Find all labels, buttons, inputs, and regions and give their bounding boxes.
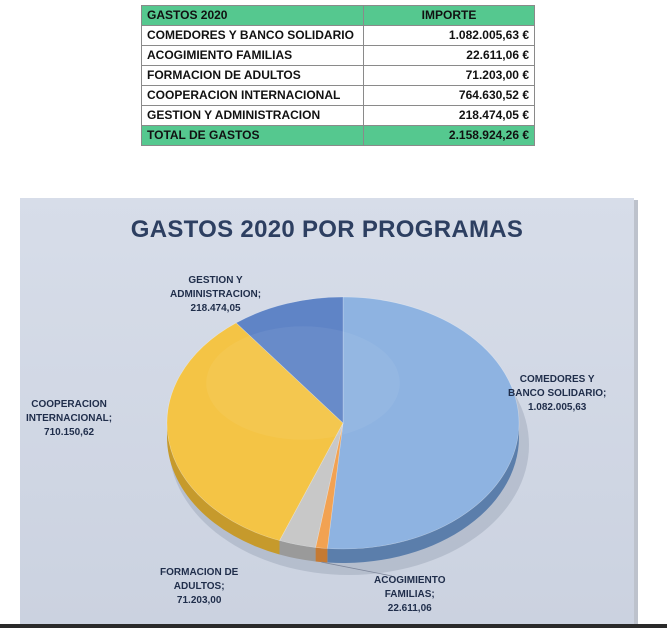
- row-concept: COOPERACION INTERNACIONAL: [142, 86, 364, 106]
- header-amount: IMPORTE: [364, 6, 535, 26]
- slice-label-3: [26, 398, 112, 440]
- row-amount: 22.611,06 €: [364, 46, 535, 66]
- table-total-row: [142, 126, 535, 146]
- row-concept: ACOGIMIENTO FAMILIAS: [142, 46, 364, 66]
- table-row: [142, 26, 535, 46]
- row-amount: 71.203,00 €: [364, 66, 535, 86]
- row-concept: FORMACION DE ADULTOS: [142, 66, 364, 86]
- slice-label-2: [160, 566, 238, 608]
- chart-panel: [20, 198, 634, 624]
- slice-label-line: 71.203,00: [176, 595, 222, 606]
- slice-label-line: ADMINISTRACION;: [170, 289, 262, 300]
- table-row: [142, 66, 535, 86]
- slice-label-1: [374, 574, 445, 616]
- slice-label-line: ADULTOS;: [173, 581, 225, 592]
- header-concept: GASTOS 2020: [142, 6, 364, 26]
- slice-label-line: COMEDORES Y: [519, 374, 595, 385]
- slice-label-0: [508, 373, 606, 415]
- row-concept: GESTION Y ADMINISTRACION: [142, 106, 364, 126]
- slice-label-line: 710.150,62: [44, 427, 95, 438]
- table-row: [142, 46, 535, 66]
- slice-label-line: 218.474,05: [190, 303, 241, 314]
- row-amount: 218.474,05 €: [364, 106, 535, 126]
- slice-label-line: ACOGIMIENTO: [374, 575, 446, 586]
- slice-label-line: GESTION Y: [188, 275, 243, 286]
- row-concept: COMEDORES Y BANCO SOLIDARIO: [142, 26, 364, 46]
- slice-label-line: 1.082.005,63: [527, 402, 587, 413]
- chart-title: GASTOS 2020 POR PROGRAMAS: [130, 216, 524, 243]
- expenses-table: [141, 5, 535, 146]
- slice-label-line: 22.611,06: [387, 603, 432, 614]
- slice-label-4: [170, 274, 261, 316]
- row-amount: 764.630,52 €: [364, 86, 535, 106]
- slice-label-line: INTERNACIONAL;: [26, 413, 113, 424]
- total-amount: 2.158.924,26 €: [364, 126, 535, 146]
- table-row: [142, 106, 535, 126]
- slice-label-line: FAMILIAS;: [384, 589, 435, 600]
- table-header-row: [142, 6, 535, 26]
- slice-label-line: BANCO SOLIDARIO;: [508, 388, 607, 399]
- pie-slice-side-1: [316, 547, 328, 562]
- slice-label-line: FORMACION DE: [160, 567, 239, 578]
- panel-shadow: [634, 200, 638, 624]
- table-row: [142, 86, 535, 106]
- total-concept: TOTAL DE GASTOS: [142, 126, 364, 146]
- pie-highlight: [206, 326, 400, 439]
- slice-label-line: COOPERACION: [31, 399, 107, 410]
- row-amount: 1.082.005,63 €: [364, 26, 535, 46]
- bottom-rule: [0, 624, 667, 628]
